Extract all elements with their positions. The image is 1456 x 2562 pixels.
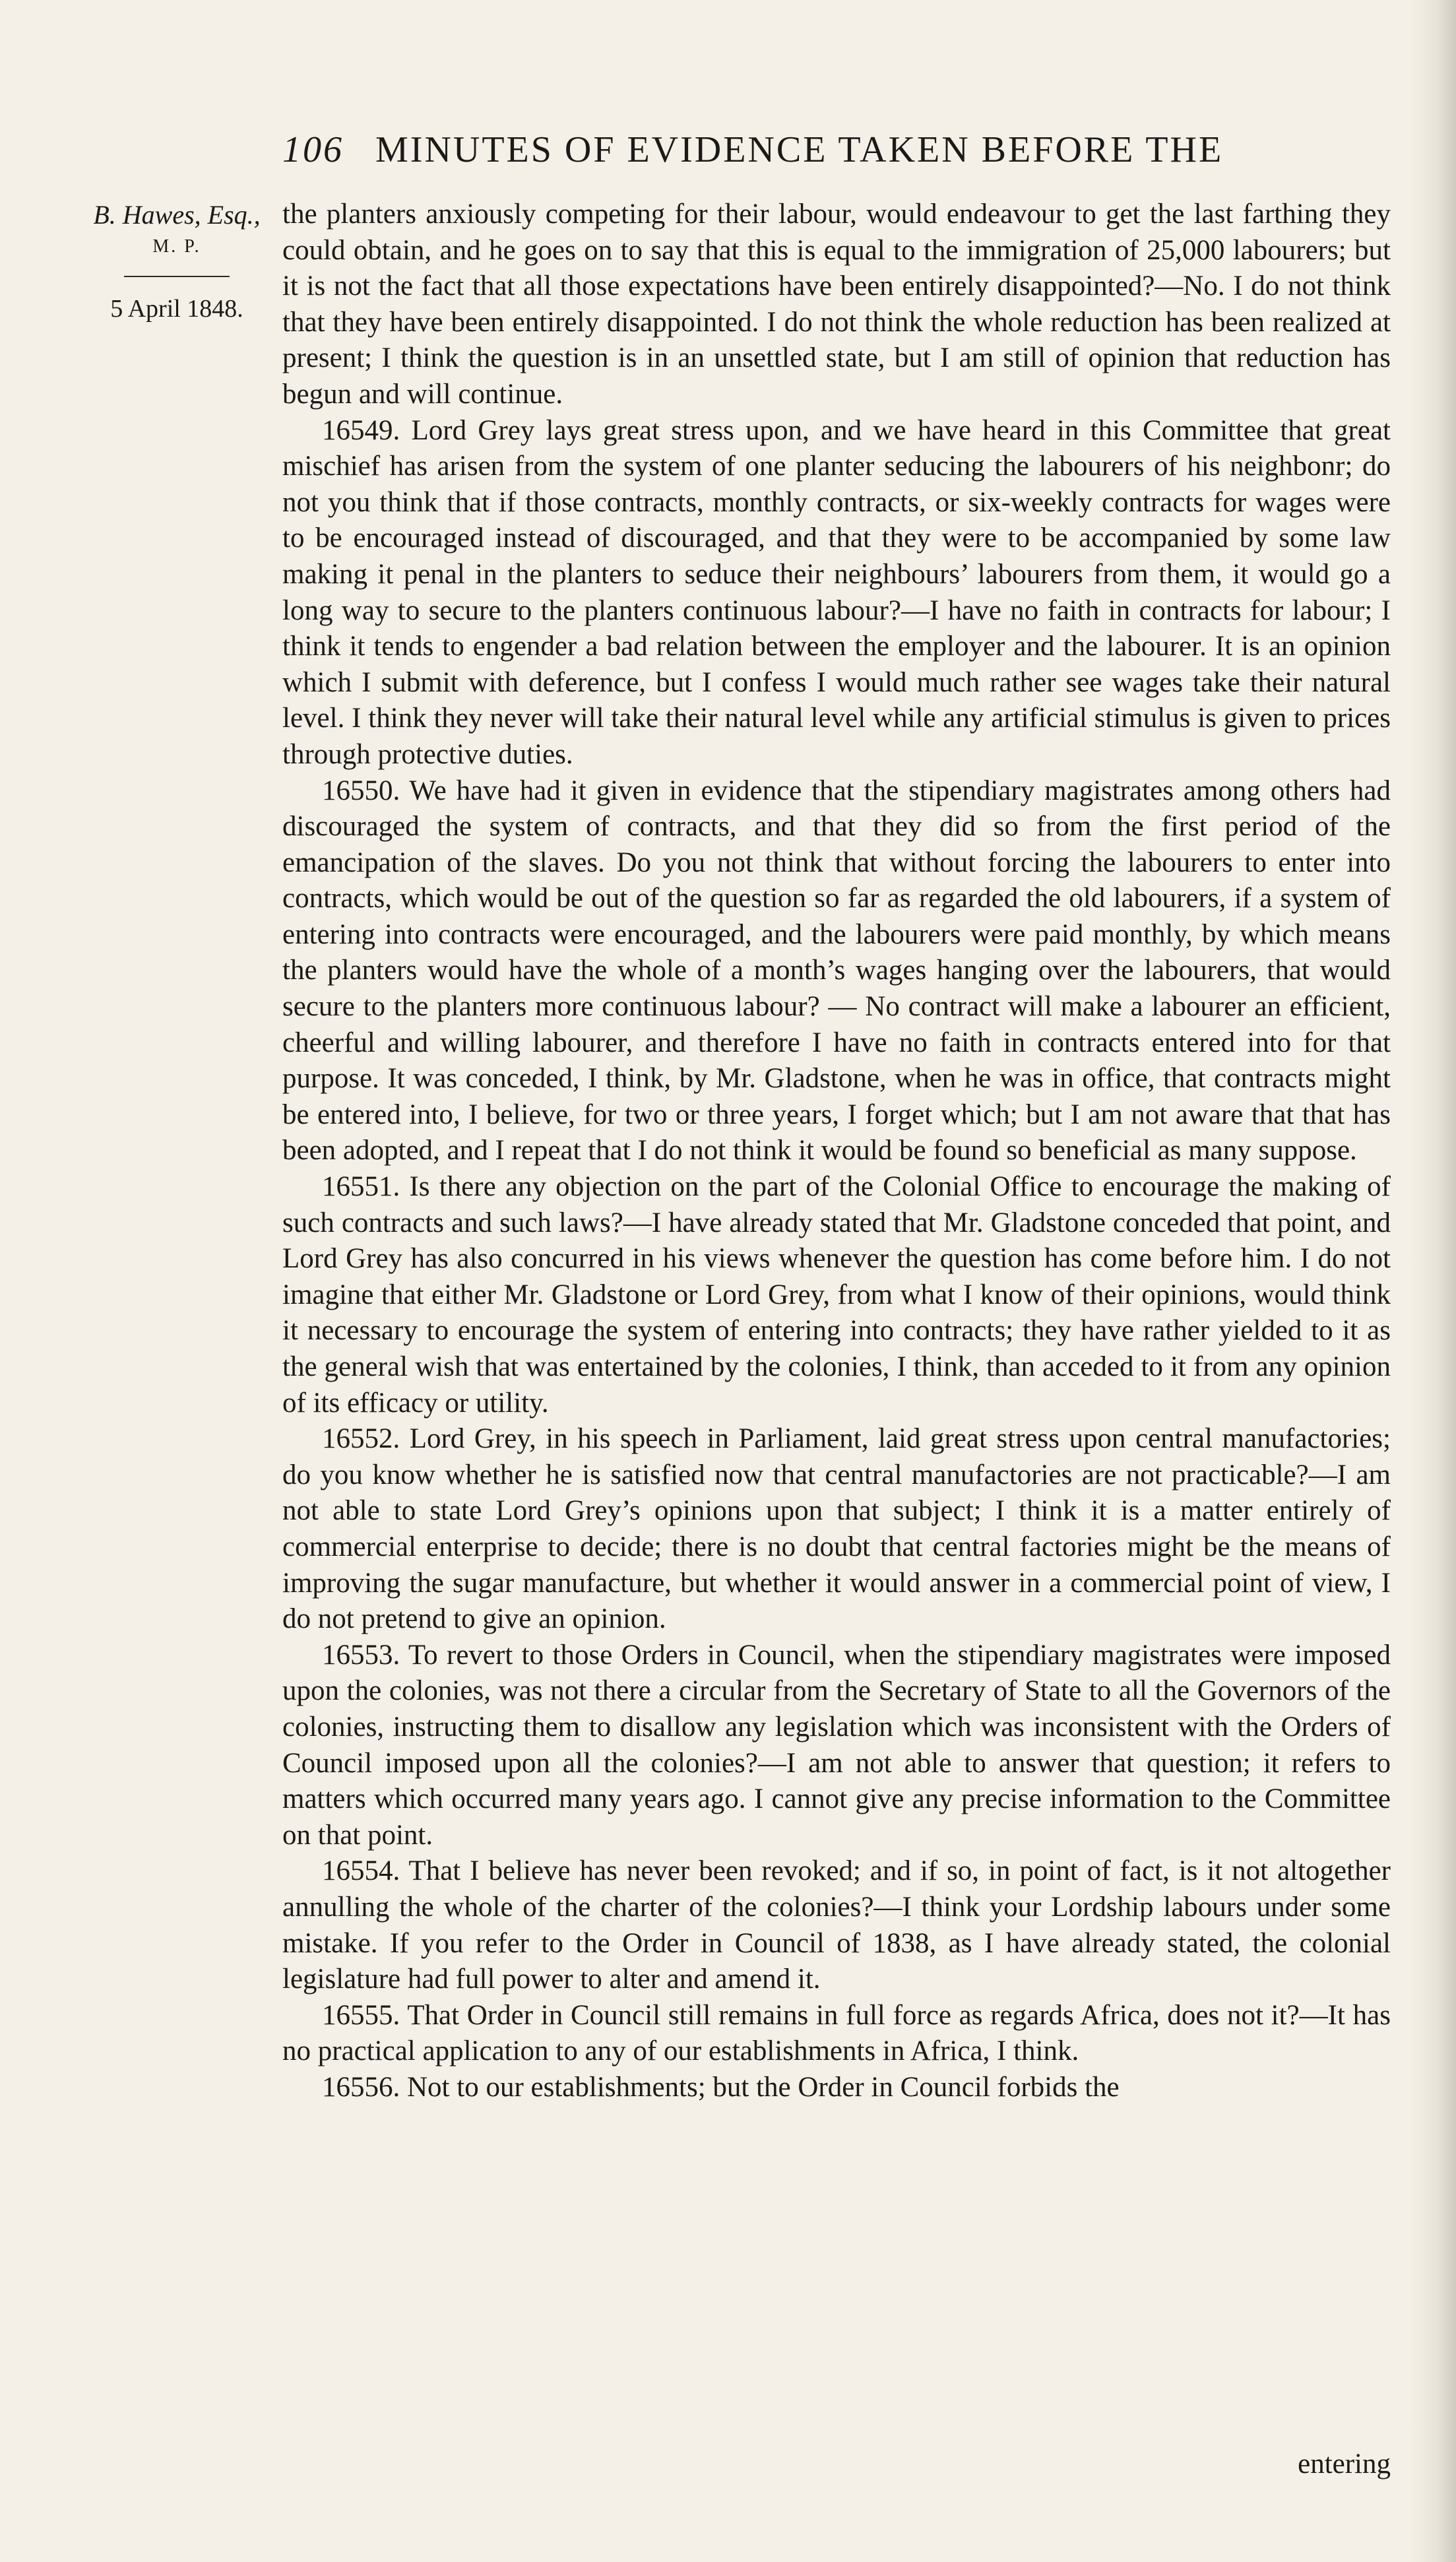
page-edge-shadow [1410, 0, 1456, 2562]
page-number: 106 [282, 129, 344, 170]
question-16553: 16553. To revert to those Orders in Council, when the stipendiary magistrates were imposed upon the colonies, was not there a circular from the Secretary of State to all the Governors of the colonies, instructing them to disallow any legislation which was inconsistent with the Orders of Council imposed upon all the colonies?—I am not able to answer that question; it refers to matters which occurred many years ago. I cannot give any precise information to the Committee on that point. [282, 1639, 1391, 1851]
question-16549: 16549. Lord Grey lays great stress upon, and we have heard in this Committee that great mischief has arisen from the system of one planter seducing the labourers of his neighbonr; do not you think that if those contracts, monthly contracts, or six-weekly contracts for wages were to be encouraged instead of discouraged, and that they were to be accompanied by some law making it penal in the planters to seduce their neighbours’ labourers from them, it would go a long way to secure to the planters continuous labour?—I have no faith in contracts for labour; I think it tends to engender a bad relation between the employer and the labourer. It is an opinion which I submit with deference, but I confess I would much rather see wages take their natural level. I think they never will take their natural level while any artificial stimulus is given to prices through protective duties. [282, 414, 1391, 770]
witness-name: B. Hawes, Esq., [93, 200, 261, 230]
catchword: entering [1298, 2449, 1391, 2480]
body-text [282, 197, 1391, 2105]
question-16550: 16550. We have had it given in evidence that the stipendiary magistrates among others had discouraged the system of contracts, and that they did so from the first period of the emancipation of the slaves. Do you not think that without forcing the labourers to enter into contracts, which would be out of the question so far as regarded the old labourers, if a system of entering into contracts were encouraged, and the labourers were paid monthly, by which means the planters would have the whole of a month’s wages hanging over the labourers, that would secure to the planters more continuous labour? — No contract will make a labourer an efficient, cheerful and willing labourer, and therefore I have no faith in contracts entered into for that purpose. It was conceded, I think, by Mr. Gladstone, when he was in office, that contracts might be entered into, I believe, for two or three years, I forget which; but I am not aware that that has been adopted, and I repeat that I do not think it would be found so beneficial as many suppose. [282, 775, 1391, 1167]
running-title: MINUTES OF EVIDENCE TAKEN BEFORE THE [375, 129, 1224, 170]
question-16554: 16554. That I believe has never been revoked; and if so, in point of fact, is it not altogether annulling the whole of the charter of the colonies?—I think your Lordship labours under some mistake. If you refer to the Order in Council of 1838, as I have already stated, the colonial legislature had full power to alter and amend it. [282, 1855, 1391, 1995]
paragraph-continuation: the planters anxiously competing for their labour, would endeavour to get the last farthing they could obtain, and he goes on to say that this is equal to the immigration of 25,000 labourers; but it is not the fact that all those expectations have been entirely disappointed?—No. I do not think that they have been entirely disappointed. I do not think the whole reduction has been realized at present; I think the question is in an unsettled state, but I am still of opinion that reduction has begun and will continue. [282, 199, 1391, 410]
margin-rule [124, 276, 230, 277]
question-16556: 16556. Not to our establishments; but the Order in Council forbids the [322, 2071, 1120, 2103]
witness-suffix: M. P. [152, 236, 201, 257]
question-16552: 16552. Lord Grey, in his speech in Parliament, laid great stress upon central manufactories; do you know whether he is satisfied now that central manufactories are not practicable?—I am not able to state Lord Grey’s opinions upon that subject; I think it is a matter entirely of commercial enterprise to decide; there is no doubt that central factories might be the means of improving the sugar manufacture, but whether it would answer in a commercial point of view, I do not pretend to give an opinion. [282, 1423, 1391, 1635]
running-header [282, 129, 1391, 181]
question-16555: 16555. That Order in Council still remains in full force as regards Africa, does not it?—It has no practical application to any of our establishments in Africa, I think. [282, 1999, 1391, 2067]
evidence-date: 5 April 1848. [110, 295, 243, 323]
question-16551: 16551. Is there any objection on the part of the Colonial Office to encourage the making of such contracts and such laws?—I have already stated that Mr. Gladstone conceded that point, and Lord Grey has also concurred in his views whenever the question has come before him. I do not imagine that either Mr. Gladstone or Lord Grey, from what I know of their opinions, would think it necessary to encourage the system of entering into contracts; they have rather yielded to it as the general wish that was entertained by the colonies, I think, than acceded to it from any opinion of its efficacy or utility. [282, 1171, 1391, 1419]
margin-note [78, 198, 276, 326]
